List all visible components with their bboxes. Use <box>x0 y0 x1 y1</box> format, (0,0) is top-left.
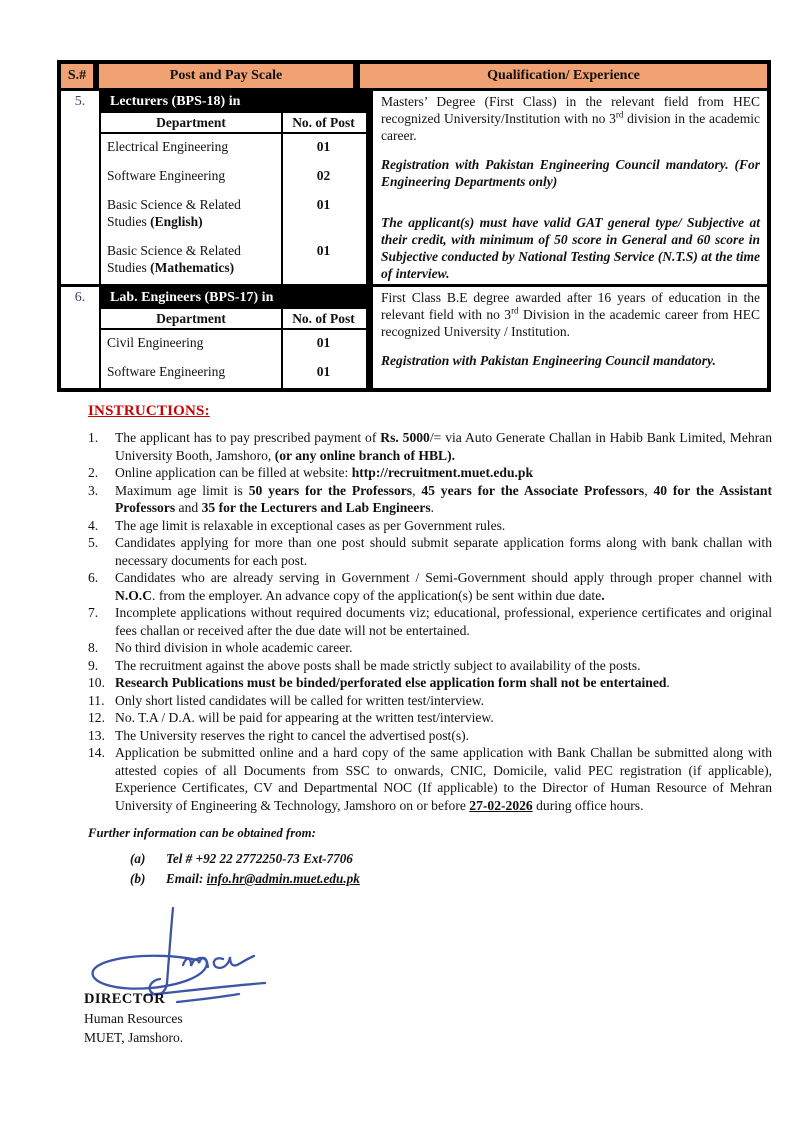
signoff-block <box>84 990 183 1047</box>
signoff-department: Human Resources <box>84 1011 183 1026</box>
qualification-paragraph: Registration with Pakistan Engineering Council mandatory. <box>381 353 716 368</box>
inner-header-posts: No. of Post <box>292 311 355 326</box>
contact-email-line <box>130 869 360 889</box>
qualification-paragraph: First Class B.E degree awarded after 16 years of education in the relevant field with no 3rd Division in the academic career from HEC recognized University / Institution. <box>381 290 760 339</box>
inner-table-header <box>101 309 366 330</box>
header-serial: S.# <box>61 64 99 88</box>
post-box <box>99 91 366 284</box>
instruction-item: The age limit is relaxable in exceptional cases as per Government rules. <box>115 517 506 533</box>
post-box <box>99 287 366 388</box>
department-name: Software Engineering <box>107 168 226 183</box>
inner-table-divider <box>281 309 283 388</box>
instruction-item: Application be submitted online and a hard copy of the same application with Bank Challan be submitted along with attested copies of all Documents from SSC to onwards, CNIC, Domicile, valid PEC registration (if applicable), Experience Certificates, CV and Departmental NOC (If applicable) to the Director of Human Resource of Mehran University of Engineering & Technology, Jamshoro on or before 27-02-2026 during office hours. <box>115 745 772 813</box>
department-posts: 01 <box>316 139 331 154</box>
header-qualification: Qualification/ Experience <box>487 68 640 83</box>
instruction-item: Candidates applying for more than one post should submit separate application forms along with bank challan with necessary documents for each post. <box>115 535 772 568</box>
instruction-item: No third division in whole academic career. <box>115 640 353 655</box>
signoff-organization: MUET, Jamshoro. <box>84 1030 184 1045</box>
contact-line-label: (b) <box>130 871 146 886</box>
header-post-pay-scale: Post and Pay Scale <box>99 64 360 88</box>
post-cell <box>99 287 373 388</box>
table-row <box>61 91 767 284</box>
qualification-paragraph: The applicant(s) must have valid GAT general type/ Subjective at their credit, with minimum of 50 score in General and 60 score in Subjective conducted by National Testing Service (N.T.S) at the time of interview. <box>381 215 760 281</box>
instructions-heading: INSTRUCTIONS: <box>88 403 210 419</box>
department-name: Basic Science & Related Studies (Mathematics) <box>107 243 241 275</box>
instruction-item: Candidates who are already serving in Government / Semi-Government should apply through proper channel with N.O.C. from the employer. An advance copy of the application(s) be sent within due date. <box>115 570 772 603</box>
contact-phone-line <box>130 849 360 869</box>
department-row <box>101 238 366 284</box>
inner-header-department: Department <box>156 115 226 130</box>
contact-line-label: (a) <box>130 851 146 866</box>
instruction-item: The University reserves the right to cancel the advertised post(s). <box>115 727 470 743</box>
serial-number: 5. <box>74 94 86 109</box>
post-title-banner: Lecturers (BPS-18) in <box>101 91 366 113</box>
qualification-paragraph: Masters’ Degree (First Class) in the relevant field from HEC recognized University/Institution with no 3rd division in the academic career. <box>381 94 760 143</box>
instruction-item: Incomplete applications without required documents viz; educational, professional, experience certificates and original fees challan or received after the due date will not be entertained. <box>115 605 772 638</box>
department-posts: 02 <box>316 168 331 183</box>
inner-table-header <box>101 113 366 134</box>
department-name: Basic Science & Related Studies (English) <box>107 197 241 229</box>
table-header-row <box>61 64 767 91</box>
serial-number: 6. <box>74 290 86 305</box>
department-row <box>101 330 366 359</box>
inner-header-department: Department <box>156 311 226 326</box>
department-name: Electrical Engineering <box>107 139 229 154</box>
qualification-cell <box>373 91 767 284</box>
department-posts: 01 <box>316 197 331 212</box>
instruction-item: Research Publications must be binded/perforated else application form shall not be entertained. <box>115 675 670 690</box>
further-info-heading: Further information can be obtained from: <box>88 826 316 840</box>
department-posts: 01 <box>316 364 331 379</box>
contact-email: Email: info.hr@admin.muet.edu.pk <box>166 871 360 886</box>
contact-phone: Tel # +92 22 2772250-73 Ext-7706 <box>166 851 353 866</box>
signature-ink <box>85 903 275 1003</box>
qualification-paragraph: Registration with Pakistan Engineering Council mandatory. (For Engineering Departments only) <box>381 157 760 189</box>
department-row <box>101 163 366 192</box>
instruction-item: Only short listed candidates will be called for written test/interview. <box>115 692 485 708</box>
instruction-item: No. T.A / D.A. will be paid for appearing at the written test/interview. <box>115 710 494 725</box>
instructions-list <box>88 429 772 814</box>
table-row <box>61 284 767 388</box>
instruction-item: Online application can be filled at website: http://recruitment.muet.edu.pk <box>115 465 534 480</box>
department-posts: 01 <box>316 243 331 258</box>
post-cell <box>99 91 373 284</box>
inner-table-divider <box>281 113 283 284</box>
qualification-cell <box>373 287 767 388</box>
signoff-title: DIRECTOR <box>84 991 166 1007</box>
department-row <box>101 359 366 388</box>
posts-table <box>57 60 771 392</box>
instruction-item: Maximum age limit is 50 years for the Professors, 45 years for the Associate Professors, 40 for the Assistant Professors and 35 for the Lecturers and Lab Engineers. <box>115 482 772 515</box>
department-row <box>101 134 366 163</box>
post-title-banner: Lab. Engineers (BPS-17) in <box>101 287 366 309</box>
instruction-item: The applicant has to pay prescribed payment of Rs. 5000/= via Auto Generate Challan in Habib Bank Limited, Mehran University Booth, Jamshoro, (or any online branch of HBL). <box>115 430 773 463</box>
department-name: Software Engineering <box>107 364 226 379</box>
further-info <box>88 826 360 889</box>
inner-header-posts: No. of Post <box>292 115 355 130</box>
department-posts: 01 <box>316 335 331 350</box>
instruction-item: The recruitment against the above posts shall be made strictly subject to availability of the posts. <box>115 657 641 673</box>
department-name: Civil Engineering <box>107 335 204 350</box>
department-row <box>101 192 366 238</box>
